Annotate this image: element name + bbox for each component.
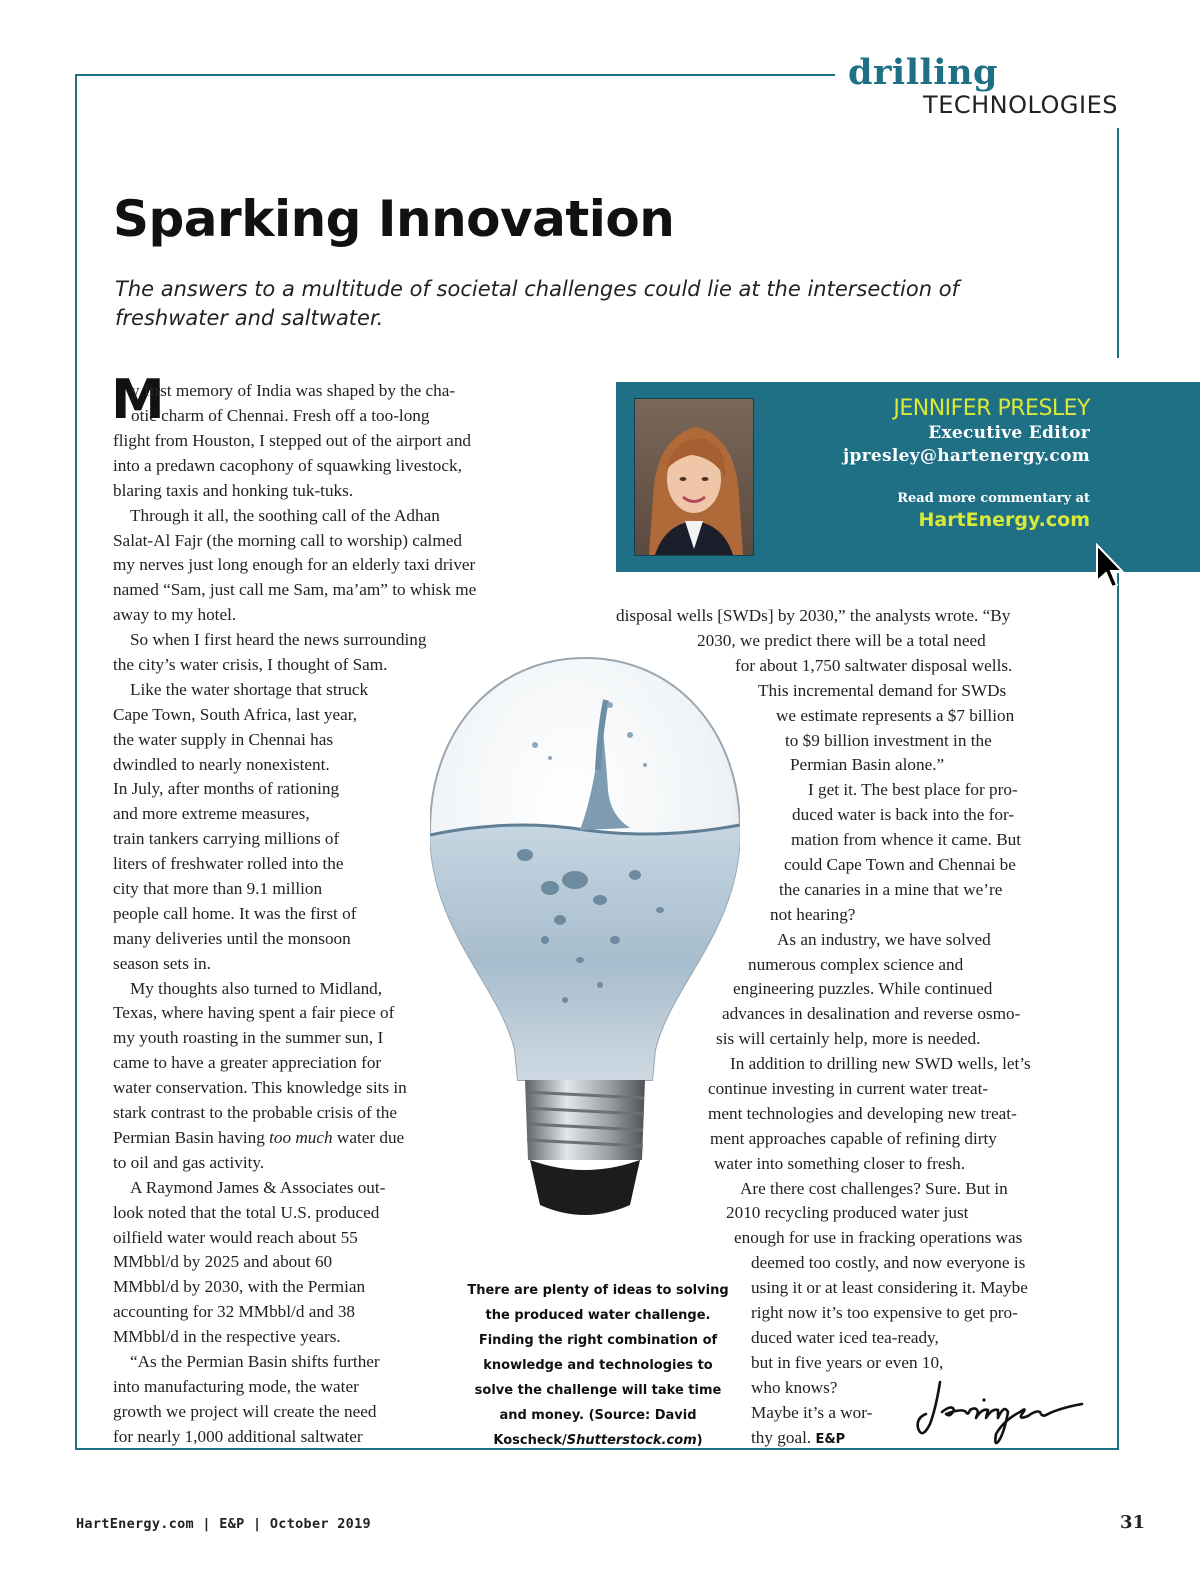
text-line: MMbbl/d by 2025 and about 60: [113, 1252, 333, 1272]
text-line: Are there cost challenges? Sure. But in: [740, 1178, 1008, 1198]
text-line: So when I first heard the news surrounding: [130, 630, 427, 650]
text-line: season sets in.: [113, 953, 211, 973]
text-line: MMbbl/d by 2030, with the Permian: [113, 1277, 366, 1297]
caption-fragment: ): [696, 1433, 703, 1448]
article-title: Sparking Innovation: [113, 190, 675, 248]
text-line: flight from Houston, I stepped out of the airport and: [113, 431, 472, 450]
text-line: y first memory of India was shaped by the cha-: [131, 381, 456, 400]
text-line: my nerves just long enough for an elderly taxi driver: [113, 555, 476, 575]
text-line: “As the Permian Basin shifts further: [130, 1351, 380, 1371]
text-line: who knows?: [751, 1377, 838, 1397]
caption-line: There are plenty of ideas to solving: [467, 1283, 729, 1298]
text-line: accounting for 32 MMbbl/d and 38: [113, 1302, 356, 1322]
text-line: MMbbl/d in the respective years.: [113, 1327, 341, 1347]
author-photo: [634, 398, 754, 556]
text-line: the canaries in a mine that we’re: [779, 879, 1003, 899]
text-line: 2010 recycling produced water just: [726, 1203, 969, 1223]
text-line: growth we project will create the need: [113, 1401, 377, 1421]
text-line: 2030, we predict there will be a total need: [697, 631, 986, 650]
text-line: enough for use in fracking operations was: [734, 1228, 1023, 1248]
text-line: not hearing?: [770, 904, 856, 924]
text-line: Cape Town, South Africa, last year,: [113, 704, 358, 724]
text-fragment: Permian Basin having: [113, 1127, 270, 1147]
text-line: duced water iced tea-ready,: [751, 1327, 939, 1347]
text-line: right now it’s too expensive to get pro-: [751, 1303, 1018, 1323]
text-line: people call home. It was the first of: [113, 903, 357, 923]
text-line: city that more than 9.1 million: [113, 879, 323, 899]
text-line: stark contrast to the probable crisis of the: [113, 1103, 397, 1123]
author-role: Executive Editor: [928, 423, 1090, 443]
text-line: A Raymond James & Associates out-: [130, 1177, 386, 1197]
author-name: JENNIFER PRESLEY: [893, 396, 1090, 421]
column-1-lead: [131, 379, 455, 429]
author-info: [843, 396, 1090, 532]
text-line: to $9 billion investment in the: [785, 730, 992, 750]
caption-line: [462, 1428, 734, 1453]
text-line: my youth roasting in the summer sun, I: [113, 1028, 384, 1048]
text-line: water into something closer to fresh.: [714, 1153, 966, 1173]
caption-line: knowledge and technologies to: [483, 1358, 713, 1373]
image-caption: [462, 1278, 734, 1453]
text-line: ment technologies and developing new treat-: [708, 1103, 1017, 1123]
text-line: away to my hotel.: [113, 605, 237, 625]
caption-fragment: Koscheck/: [493, 1433, 567, 1448]
text-line: Permian Basin alone.”: [790, 755, 945, 775]
text-line: numerous complex science and: [748, 954, 964, 974]
read-more-label: Read more commentary at: [897, 491, 1090, 506]
text-line: using it or at least considering it. Maybe: [751, 1278, 1028, 1298]
author-signature: [912, 1368, 1092, 1448]
text-line: dwindled to nearly nonexistent.: [113, 754, 330, 774]
text-line: In addition to drilling new SWD wells, let’s: [730, 1054, 1031, 1074]
section-tag: [847, 52, 1118, 119]
caption-line: Finding the right combination of: [478, 1333, 718, 1348]
text-line: blaring taxis and honking tuk-tuks.: [113, 480, 354, 500]
text-line: Like the water shortage that struck: [130, 679, 369, 699]
text-line: could Cape Town and Chennai be: [784, 855, 1016, 875]
footer-credit: HartEnergy.com | E&P | October 2019: [76, 1516, 371, 1532]
text-line: for about 1,750 saltwater disposal wells.: [735, 655, 1013, 675]
text-line: liters of freshwater rolled into the: [113, 854, 344, 874]
text-line: As an industry, we have solved: [777, 929, 991, 949]
text-line: into a predawn cacophony of squawking livestock,: [113, 455, 462, 475]
author-email-link[interactable]: jpresley@hartenergy.com: [843, 446, 1090, 466]
text-line: into manufacturing mode, the water: [113, 1376, 359, 1396]
caption-line: the produced water challenge.: [485, 1308, 711, 1323]
article-deck: The answers to a multitude of societal challenges could lie at the intersection of freshwater and saltwater.: [115, 277, 959, 330]
text-line: continue investing in current water treat-: [708, 1079, 989, 1099]
page-number: 31: [1120, 1512, 1146, 1533]
frame-top-rule: [75, 74, 835, 76]
subsection-name: TECHNOLOGIES: [923, 91, 1118, 119]
end-mark: E&P: [815, 1431, 846, 1447]
text-line: mation from whence it came. But: [791, 830, 1022, 850]
frame-right-rule: [1117, 128, 1119, 358]
text-line: deemed too costly, and now everyone is: [751, 1253, 1026, 1273]
text-line: disposal wells [SWDs] by 2030,” the analysts wrote. “By: [616, 606, 1011, 625]
text-line: but in five years or even 10,: [751, 1352, 944, 1372]
text-line: and more extreme measures,: [113, 804, 310, 824]
text-line: many deliveries until the monsoon: [113, 928, 351, 948]
text-line: water conservation. This knowledge sits in: [113, 1078, 407, 1098]
text-line: This incremental demand for SWDs: [758, 680, 1007, 700]
text-line: duced water is back into the for-: [792, 805, 1015, 825]
text-line: Through it all, the soothing call of the Adhan: [130, 505, 440, 525]
text-line: advances in desalination and reverse osmo-: [722, 1004, 1021, 1024]
text-line: Salat-Al Fajr (the morning call to worship) calmed: [113, 530, 462, 550]
text-line: to oil and gas activity.: [113, 1152, 265, 1172]
text-line: ment approaches capable of refining dirty: [710, 1128, 997, 1148]
text-line: sis will certainly help, more is needed.: [716, 1029, 981, 1049]
text-line: otic charm of Chennai. Fresh off a too-long: [131, 405, 430, 425]
caption-source: Shutterstock.com: [566, 1433, 697, 1448]
text-line: oilfield water would reach about 55: [113, 1227, 358, 1247]
section-name: drilling: [847, 52, 998, 93]
caption-line: solve the challenge will take time: [474, 1383, 722, 1398]
text-fragment: water due: [332, 1127, 405, 1147]
text-line: the water supply in Chennai has: [113, 729, 334, 749]
site-link[interactable]: HartEnergy.com: [918, 509, 1090, 531]
text-line: engineering puzzles. While continued: [733, 979, 993, 999]
text-line: for nearly 1,000 additional saltwater: [113, 1426, 363, 1446]
text-line: look noted that the total U.S. produced: [113, 1202, 380, 1222]
mouse-cursor-icon: [1094, 543, 1124, 593]
text-line: I get it. The best place for pro-: [808, 780, 1018, 800]
text-line: came to have a greater appreciation for: [113, 1053, 382, 1073]
text-line: Texas, where having spent a fair piece of: [113, 1003, 395, 1023]
column-2-top: [616, 604, 1010, 629]
text-fragment: thy goal.: [751, 1427, 816, 1447]
text-line: In July, after months of rationing: [113, 779, 340, 799]
text-line: we estimate represents a $7 billion: [776, 705, 1015, 725]
text-line: the city’s water crisis, I thought of Sam.: [113, 655, 388, 675]
text-line: Maybe it’s a wor-: [751, 1402, 873, 1422]
drop-cap: M: [111, 368, 165, 431]
text-line: My thoughts also turned to Midland,: [130, 978, 383, 998]
emphasis-text: too much: [269, 1127, 333, 1147]
text-line: named “Sam, just call me Sam, ma’am” to whisk me: [113, 580, 477, 600]
caption-line: and money. (Source: David: [499, 1408, 697, 1423]
text-line: train tankers carrying millions of: [113, 829, 340, 849]
